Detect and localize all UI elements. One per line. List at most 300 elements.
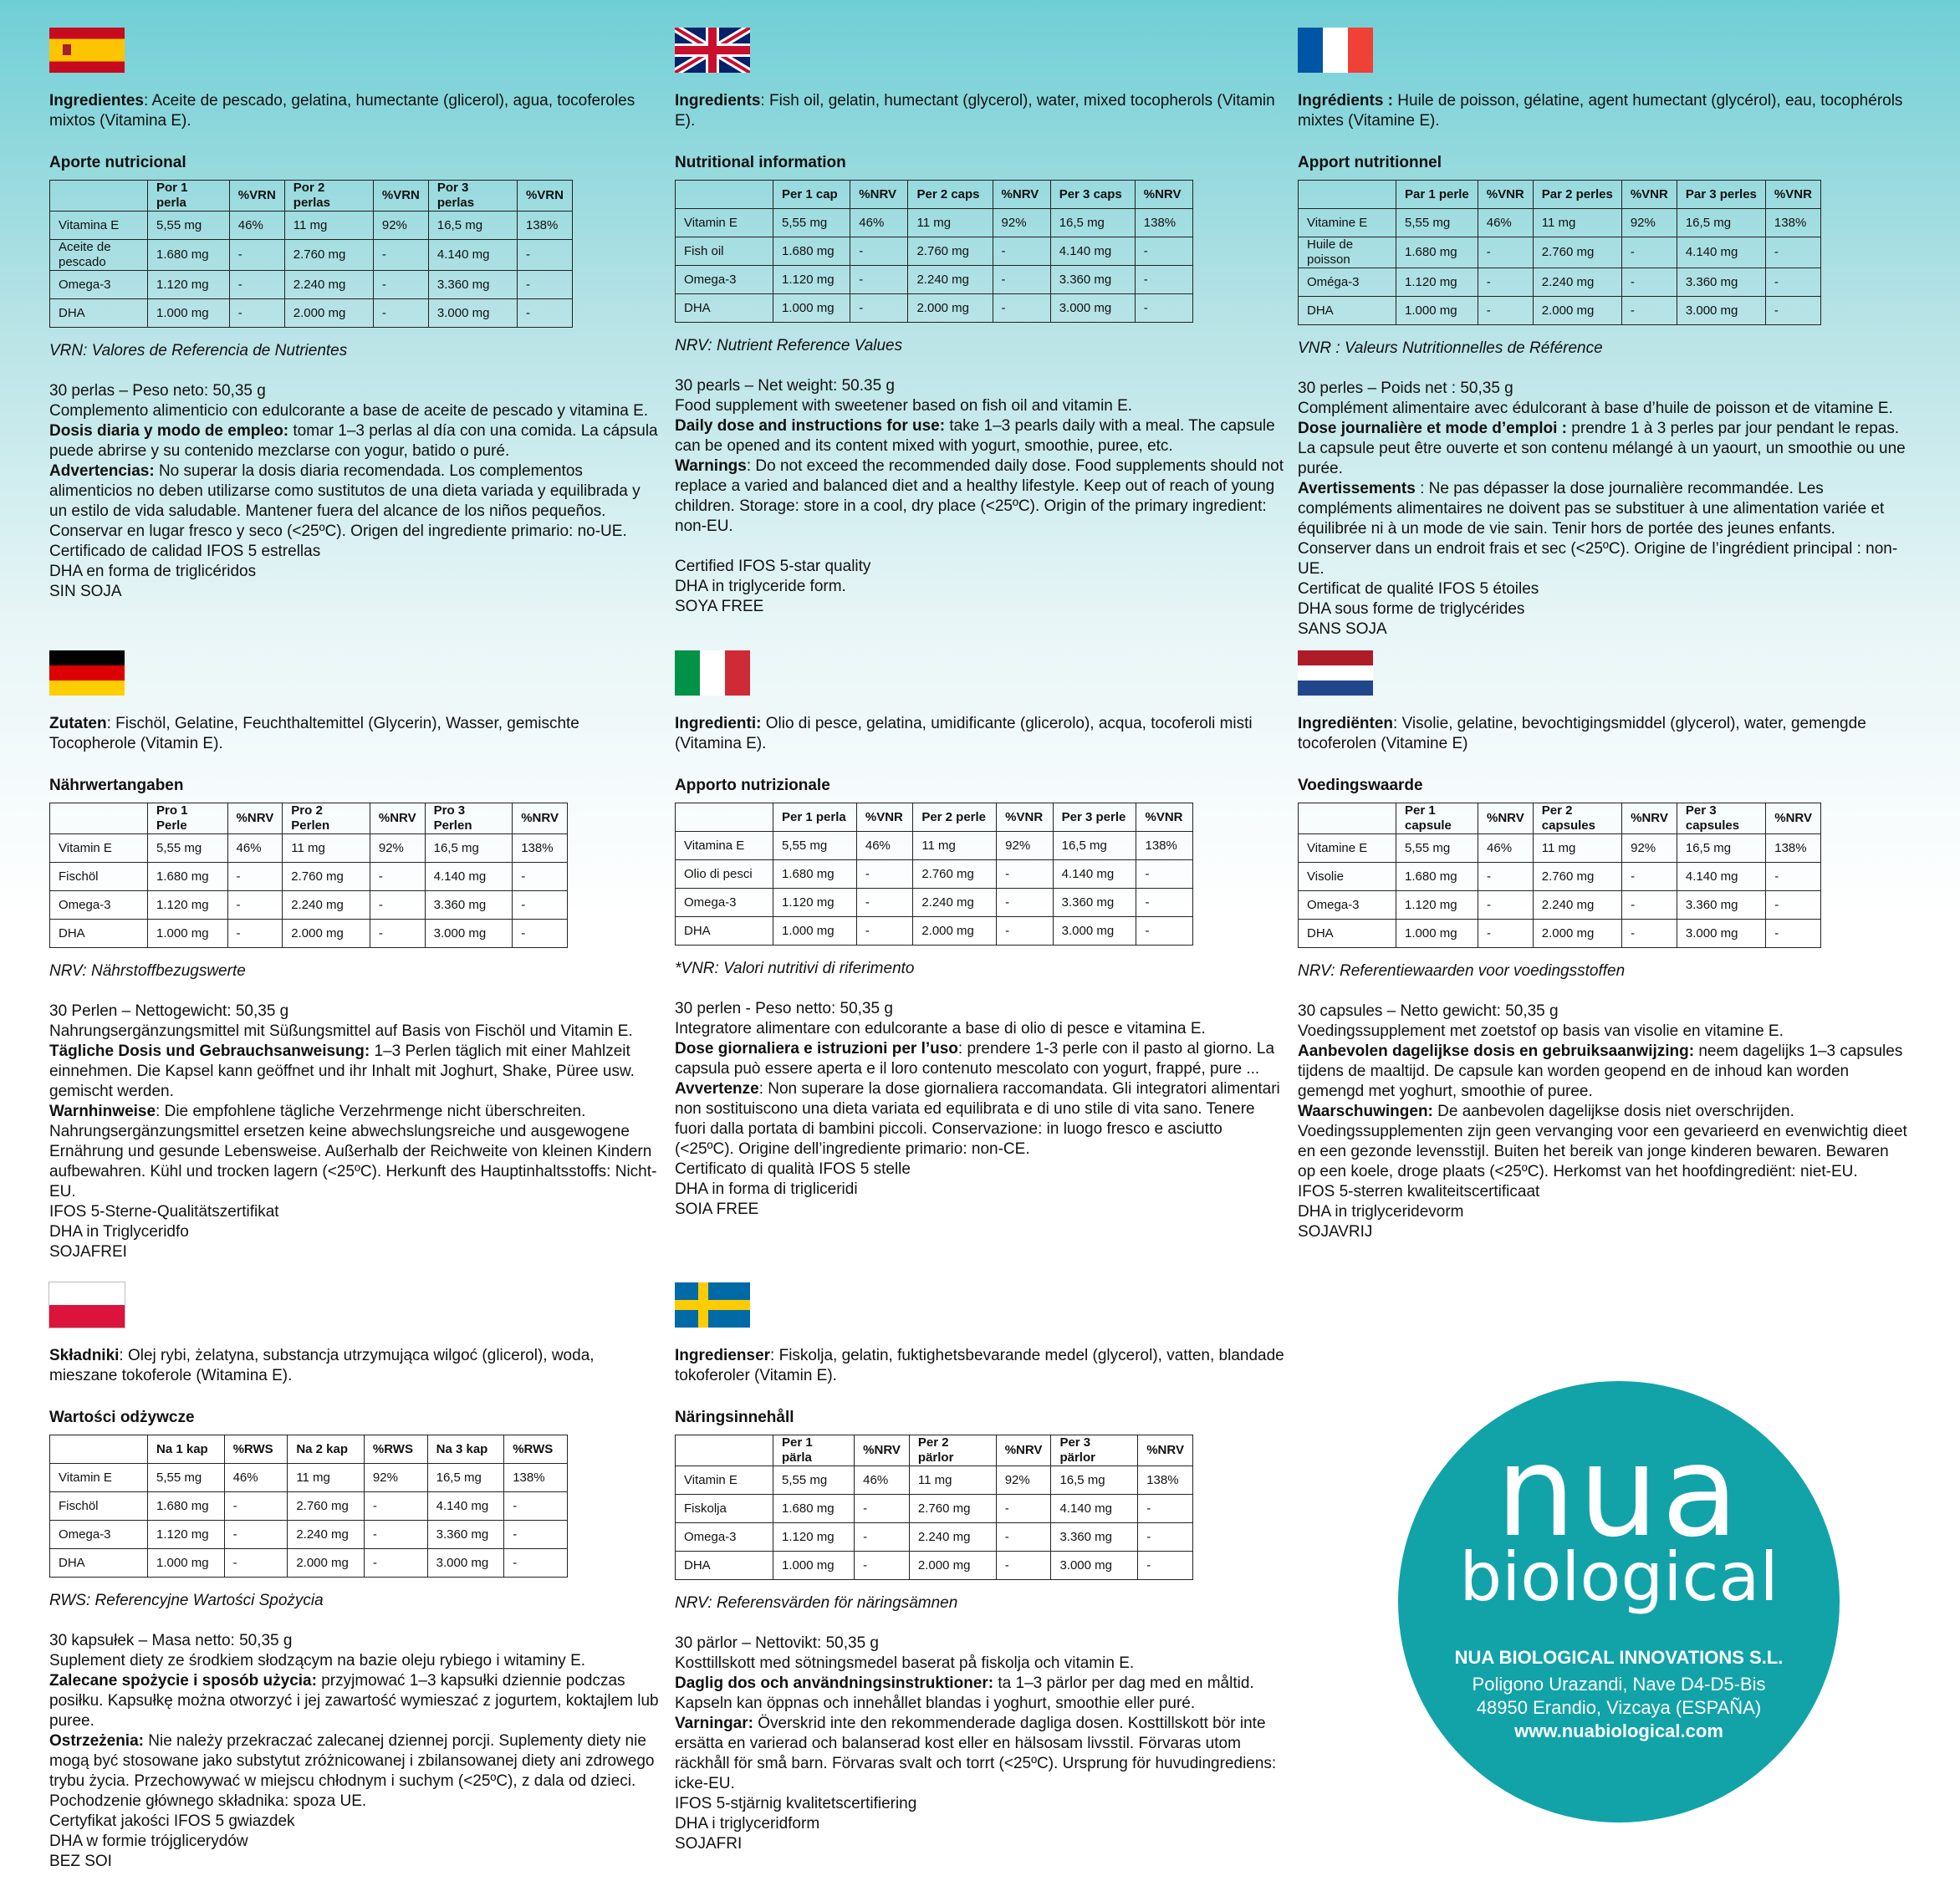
table-cell: 2.240 mg: [1533, 891, 1621, 920]
description-line-text: Food supplement with sweetener based on fish oil and vitamin E.: [675, 397, 1133, 415]
table-cell: -: [513, 920, 568, 948]
description-line-text: 1–3 Perlen täglich mit einer Mahlzeit einnehmen. Die Kapsel kann geöffnet und ihr Inhalt mit Joghurt, Shake, Püree usw. gemischt werden.: [49, 1042, 635, 1100]
nutrition-title: Wartości odżywcze: [49, 1409, 195, 1426]
table-header-cell: Pro 1 Perle: [148, 803, 228, 834]
table-row: [676, 860, 1193, 889]
table-row-label: Fish oil: [676, 237, 773, 266]
table-cell: 2.240 mg: [288, 1521, 365, 1549]
table-row: [50, 920, 568, 948]
table-cell: 138%: [1138, 1466, 1193, 1495]
table-cell: 5,55 mg: [148, 834, 228, 863]
table-header-row: [676, 1435, 1193, 1466]
table-header-cell: %NRV: [996, 1435, 1051, 1466]
table-cell: 16,5 mg: [1677, 834, 1765, 863]
table-row-label: Omega-3: [50, 891, 148, 920]
table-row: [676, 917, 1193, 946]
table-cell: 1.120 mg: [148, 271, 230, 299]
table-cell: 16,5 mg: [427, 1464, 504, 1492]
table-row: [50, 834, 568, 863]
reference-values-note: NRV: Referentiewaarden voor voedingsstoffen: [1298, 962, 1626, 980]
description-line-text: SOJAFRI: [675, 1835, 743, 1853]
description-line: [675, 456, 1285, 537]
description-line: [49, 1671, 660, 1731]
table-cell: 3.000 mg: [427, 1549, 504, 1578]
table-cell: -: [993, 237, 1050, 266]
description-line: [49, 1651, 660, 1671]
table-header-cell: Per 2 pärlor: [909, 1435, 996, 1466]
table-cell: 3.000 mg: [1051, 1552, 1138, 1580]
table-cell: 1.000 mg: [773, 294, 850, 323]
description-line-heading: Aanbevolen dagelijkse dosis en gebruiksaanwijzing:: [1298, 1042, 1695, 1060]
table-row-label: Omega-3: [50, 271, 148, 299]
table-header-row: [50, 181, 573, 212]
table-header-cell: %NRV: [1138, 1435, 1193, 1466]
language-panel-nl: [1298, 650, 1908, 1242]
table-cell: -: [1622, 920, 1677, 948]
table-header-cell: %VRN: [373, 181, 428, 212]
company-name: NUA BIOLOGICAL INNOVATIONS S.L.: [1454, 1647, 1784, 1668]
table-header-row: [50, 803, 568, 834]
table-cell: 16,5 mg: [425, 834, 513, 863]
table-row: [1299, 834, 1821, 863]
ingredients-text: [1298, 714, 1908, 754]
description-line-text: SOIA FREE: [675, 1200, 759, 1218]
reference-values-note: RWS: Referencyjne Wartości Spożycia: [49, 1592, 324, 1609]
company-address-line1: Poligono Urazandi, Nave D4-D5-Bis: [1472, 1674, 1766, 1695]
description-line: [49, 582, 660, 602]
table-cell: 2.000 mg: [908, 294, 993, 323]
table-cell: 16,5 mg: [428, 212, 517, 240]
ingredients-list: : Fish oil, gelatin, humectant (glycerol), water, mixed tocopherols (Vitamin E).: [675, 92, 1275, 130]
description-line-text: przyjmować 1–3 kapsułki dziennie podczas posiłku. Kapsułkę można otworzyć i jej zawartość wymieszać z jogurtem, koktajlem lub puree.: [49, 1672, 659, 1730]
description-line-text: 30 pearls – Net weight: 50.35 g: [675, 377, 896, 395]
table-cell: -: [1478, 237, 1533, 268]
description-line: [1298, 1002, 1908, 1022]
description-line: [675, 577, 1285, 597]
table-cell: -: [993, 294, 1050, 323]
flag-spain-icon: [49, 28, 125, 73]
table-row: [50, 891, 568, 920]
table-row: [676, 1466, 1193, 1495]
nutrition-title: Näringsinnehåll: [675, 1409, 794, 1426]
table-row: [676, 889, 1193, 917]
ingredients-label: Ingredients: [675, 92, 761, 110]
description-line-text: BEZ SOI: [49, 1853, 112, 1870]
table-cell: -: [1621, 237, 1677, 268]
description-line: [49, 1812, 660, 1832]
table-header-cell: %VNR: [1765, 181, 1820, 209]
table-cell: 5,55 mg: [1396, 209, 1478, 237]
table-header-cell: %NRV: [850, 181, 908, 209]
table-row-label: Vitamine E: [1299, 834, 1396, 863]
table-header-cell: %NRV: [370, 803, 425, 834]
table-cell: -: [224, 1549, 288, 1578]
table-cell: -: [1621, 297, 1677, 325]
flag-italy-icon: [675, 650, 750, 696]
table-row: [50, 212, 573, 240]
table-cell: -: [850, 266, 908, 294]
table-cell: 138%: [517, 212, 572, 240]
description-line-text: Voedingssupplement met zoetstof op basis van visolie en vitamine E.: [1298, 1022, 1784, 1040]
table-cell: 138%: [1135, 209, 1192, 237]
table-row: [1299, 268, 1821, 297]
description-line: [49, 401, 660, 421]
table-header-cell: %VRN: [517, 181, 572, 212]
description-line-text: Nie należy przekraczać zalecanej dziennej porcji. Suplementy diety nie mogą być stosowane jako substytut zróżnicowanej i zbilansowanej diety ani zdrowego trybu życia. Przechowywać w miejscu chłodnym i suchym (<25ºC), z dala od dzieci.: [49, 1732, 655, 1790]
table-cell: 3.360 mg: [428, 271, 517, 299]
nutrition-title: Nährwertangaben: [49, 777, 184, 794]
description-line-heading: Dose giornaliera e istruzioni per l’uso: [675, 1040, 958, 1058]
table-row: [676, 294, 1193, 323]
reference-values-note: NRV: Nährstoffbezugswerte: [49, 962, 246, 980]
description-line: [1298, 419, 1908, 479]
table-cell: -: [229, 240, 284, 271]
table-header-row: [676, 181, 1193, 209]
description-line: [49, 1631, 660, 1651]
table-row-label: DHA: [1299, 297, 1396, 325]
language-panel-it: [675, 650, 1285, 1220]
table-cell: -: [1766, 891, 1821, 920]
table-cell: 2.760 mg: [1533, 863, 1621, 891]
ingredients-text: [49, 714, 660, 754]
table-cell: 4.140 mg: [1050, 237, 1135, 266]
table-cell: 3.360 mg: [1051, 1523, 1138, 1552]
table-cell: -: [850, 237, 908, 266]
table-row: [1299, 891, 1821, 920]
table-cell: 1.680 mg: [1396, 237, 1478, 268]
table-row: [50, 1464, 568, 1492]
description-line-text: Pochodzenie głównego składnika: spoza UE.: [49, 1792, 367, 1810]
nutrition-table: [675, 1435, 1193, 1580]
description-line: [675, 1160, 1285, 1180]
table-cell: 1.120 mg: [773, 889, 857, 917]
description-line: [675, 537, 1285, 557]
language-panel-de: [49, 650, 660, 1262]
nutrition-table: [675, 180, 1193, 323]
table-cell: 16,5 mg: [1051, 1466, 1138, 1495]
table-cell: 5,55 mg: [148, 1464, 225, 1492]
nutrition-title: Apport nutritionnel: [1298, 154, 1442, 171]
table-header-cell: Na 3 kap: [427, 1435, 504, 1464]
table-row-label: Fiskolja: [676, 1495, 773, 1523]
table-row-label: Vitamin E: [50, 1464, 148, 1492]
description-line: [49, 381, 660, 401]
ingredients-text: [49, 91, 660, 131]
table-header-cell: %NRV: [993, 181, 1050, 209]
table-row: [676, 832, 1193, 860]
description-line-text: 30 perlas – Peso neto: 50,35 g: [49, 382, 266, 400]
nutrition-table: [1298, 180, 1821, 325]
table-row-label: Aceite de pescado: [50, 240, 148, 271]
description-line-text: Integratore alimentare con edulcorante a base di olio di pesce e vitamina E.: [675, 1020, 1206, 1037]
description-line: [675, 597, 1285, 617]
table-row-label: Huile de poisson: [1299, 237, 1396, 268]
ingredients-label: Ingredientes: [49, 92, 144, 110]
description-line-heading: Daglig dos och användningsinstruktioner:: [675, 1675, 994, 1692]
product-description: [49, 1002, 660, 1262]
table-cell: 4.140 mg: [1677, 863, 1765, 891]
ingredients-list: : Olej rybi, żelatyna, substancja utrzymująca wilgoć (glicerol), woda, mieszane tokoferole (Witamina E).: [49, 1347, 595, 1384]
table-cell: -: [370, 863, 425, 891]
table-cell: 11 mg: [283, 834, 370, 863]
table-cell: 2.760 mg: [913, 860, 997, 889]
description-line: [49, 562, 660, 582]
description-line: [675, 1654, 1285, 1674]
table-cell: -: [513, 891, 568, 920]
flag-poland-icon: [49, 1282, 125, 1328]
description-line-heading: Dose journalière et mode d’emploi :: [1298, 420, 1568, 437]
description-line-text: Kosttillskott med sötningsmedel baserat på fiskolja och vitamin E.: [675, 1654, 1135, 1672]
table-header-cell: Per 2 perle: [913, 803, 997, 832]
table-cell: -: [1478, 891, 1534, 920]
table-header-row: [1299, 803, 1821, 834]
table-cell: 1.680 mg: [773, 860, 857, 889]
table-cell: 92%: [1622, 834, 1677, 863]
table-cell: 1.000 mg: [148, 299, 230, 328]
table-cell: 11 mg: [913, 832, 997, 860]
ingredients-list: : Fischöl, Gelatine, Feuchthaltemittel (Glycerin), Wasser, gemischte Tocopherole (Vitamin E).: [49, 715, 579, 752]
table-cell: 2.240 mg: [913, 889, 997, 917]
table-cell: 46%: [227, 834, 283, 863]
table-cell: 4.140 mg: [425, 863, 513, 891]
table-cell: -: [229, 299, 284, 328]
description-line-text: 30 kapsułek – Masa netto: 50,35 g: [49, 1632, 293, 1649]
description-line: [675, 557, 1285, 577]
table-header-cell: [50, 181, 148, 212]
description-line-heading: Warnings: [675, 457, 747, 475]
description-line-heading: Advertencias:: [49, 462, 155, 480]
table-cell: 46%: [850, 209, 908, 237]
brand-logo-subtitle: biological: [1459, 1538, 1779, 1616]
description-line: [675, 1200, 1285, 1220]
description-line-text: : Non superare la dose giornaliera raccomandata. Gli integratori alimentari non sostituiscono una dieta variata ed equilibrata e di uno stile di vita sano. Tenere fuori dalla portata di bambini piccoli. Conservazione: in luogo fresco e asciutto (<25ºC). Origine dell’ingrediente primario: non-CE.: [675, 1080, 1280, 1158]
table-cell: 11 mg: [909, 1466, 996, 1495]
table-cell: 1.680 mg: [148, 240, 230, 271]
ingredients-list: : Aceite de pescado, gelatina, humectante (glicerol), agua, tocoferoles mixtos (Vitamina E).: [49, 92, 635, 130]
description-line-heading: Avertissements: [1298, 480, 1416, 497]
nutrition-table: [49, 1435, 568, 1578]
table-cell: 11 mg: [1533, 209, 1621, 237]
table-row: [1299, 237, 1821, 268]
description-line: [49, 1792, 660, 1812]
ingredients-text: [675, 1346, 1285, 1386]
table-cell: 5,55 mg: [1396, 834, 1478, 863]
table-header-cell: Par 1 perle: [1396, 181, 1478, 209]
table-header-cell: %VNR: [1478, 181, 1533, 209]
table-cell: 5,55 mg: [773, 832, 857, 860]
table-cell: 4.140 mg: [1053, 860, 1136, 889]
table-row-label: Fischöl: [50, 863, 148, 891]
table-cell: -: [996, 1495, 1051, 1523]
table-cell: 1.000 mg: [1396, 297, 1478, 325]
description-line: [49, 1852, 660, 1872]
table-cell: 2.760 mg: [1533, 237, 1621, 268]
description-line: [1298, 379, 1908, 399]
table-cell: -: [855, 1495, 910, 1523]
table-cell: 2.760 mg: [288, 1492, 365, 1521]
table-cell: 92%: [373, 212, 428, 240]
table-row-label: Vitamina E: [676, 832, 773, 860]
table-cell: 1.680 mg: [148, 863, 228, 891]
description-line: [49, 1731, 660, 1792]
table-header-cell: Pro 3 Perlen: [425, 803, 513, 834]
table-row-label: Oméga-3: [1299, 268, 1396, 297]
ingredients-list: Huile de poisson, gélatine, agent humectant (glycérol), eau, tocophérols mixtes (Vitamine E).: [1298, 92, 1903, 130]
table-header-cell: [50, 1435, 148, 1464]
ingredients-text: [675, 714, 1285, 754]
description-line-text: tomar 1–3 perlas al día con una comida. La cápsula puede abrirse y su contenido mezclarse con yogur, batido o puré.: [49, 422, 658, 460]
table-cell: 2.760 mg: [284, 240, 373, 271]
description-line: [49, 421, 660, 461]
table-header-cell: [676, 803, 773, 832]
table-cell: 1.000 mg: [148, 1549, 225, 1578]
table-cell: -: [224, 1521, 288, 1549]
table-cell: -: [373, 299, 428, 328]
table-cell: 16,5 mg: [1053, 832, 1136, 860]
table-cell: -: [1478, 863, 1534, 891]
description-line-text: : Die empfohlene tägliche Verzehrmenge nicht überschreiten. Nahrungsergänzungsmittel ersetzen keine abwechslungsreiche und ausgewogene Ernährung und gesunde Lebensweise. Außerhalb der Reichweite von kleinen Kindern aufbewahren. Kühl und trocken lagern (<25ºC). Herkunft des Hauptinhaltsstoffs: Nicht-EU.: [49, 1103, 657, 1200]
description-line-text: neem dagelijks 1–3 capsules tijdens de maaltijd. De capsule kan worden geopend en de inhoud kan worden gemengd met yoghurt, smoothie of puree.: [1298, 1042, 1903, 1100]
table-cell: -: [517, 271, 572, 299]
table-cell: -: [1136, 889, 1193, 917]
ingredients-label: Składniki: [49, 1347, 120, 1364]
table-cell: 2.240 mg: [909, 1523, 996, 1552]
table-cell: 2.000 mg: [913, 917, 997, 946]
ingredients-label: Ingrédients :: [1298, 92, 1394, 110]
description-line-heading: Varningar:: [675, 1715, 753, 1732]
table-row: [676, 1495, 1193, 1523]
table-cell: -: [1765, 297, 1820, 325]
table-row: [676, 1523, 1193, 1552]
description-line-text: DHA in triglyceride form.: [675, 578, 846, 595]
table-row: [50, 1492, 568, 1521]
table-header-cell: %RWS: [224, 1435, 288, 1464]
description-line-text: SOJAFREI: [49, 1243, 127, 1261]
description-line-text: 30 perles – Poids net : 50,35 g: [1298, 380, 1513, 397]
table-cell: -: [855, 1523, 910, 1552]
description-line-text: 30 perlen - Peso netto: 50,35 g: [675, 1000, 893, 1017]
table-cell: 1.120 mg: [148, 891, 228, 920]
description-line-heading: Warnhinweise: [49, 1103, 156, 1120]
table-header-cell: %NRV: [1478, 803, 1534, 834]
table-cell: 46%: [1478, 209, 1533, 237]
table-cell: -: [856, 860, 912, 889]
table-row: [50, 240, 573, 271]
description-line-text: Nahrungsergänzungsmittel mit Süßungsmittel auf Basis von Fischöl und Vitamin E.: [49, 1022, 633, 1040]
table-cell: 2.000 mg: [1533, 920, 1621, 948]
table-row: [1299, 209, 1821, 237]
table-cell: -: [504, 1521, 568, 1549]
table-cell: 3.000 mg: [425, 920, 513, 948]
description-line-text: DHA i triglyceridform: [675, 1815, 820, 1833]
description-line-text: Certificato di qualità IFOS 5 stelle: [675, 1160, 911, 1178]
table-cell: -: [1622, 891, 1677, 920]
table-header-cell: Per 1 perla: [773, 803, 857, 832]
table-cell: 46%: [1478, 834, 1534, 863]
nutrition-title: Nutritional information: [675, 154, 846, 171]
product-description: [675, 999, 1285, 1220]
table-cell: 1.680 mg: [148, 1492, 225, 1521]
description-line-text: ta 1–3 pärlor per dag med en måltid. Kapseln kan öppnas och innehållet blandas i yoghurt, smoothie eller puré.: [675, 1675, 1254, 1712]
table-cell: 2.240 mg: [284, 271, 373, 299]
description-line-text: DHA en forma de triglicéridos: [49, 563, 257, 580]
description-line-text: De aanbevolen dagelijkse dosis niet overschrijden. Voedingssupplementen zijn geen vervanging voor een gevarieerd en evenwichtig dieet en een gezonde levensstijl. Buiten het bereik van jonge kinderen bewaren. Bewaren op een koele, droge plaats (<25ºC). Herkomst van het hoofdingrediënt: niet-EU.: [1298, 1103, 1907, 1180]
table-cell: 92%: [993, 209, 1050, 237]
nutrition-title: Aporte nutricional: [49, 154, 186, 171]
table-header-cell: %NRV: [513, 803, 568, 834]
table-cell: 138%: [1136, 832, 1193, 860]
reference-values-note: NRV: Referensvärden för näringsämnen: [675, 1594, 958, 1612]
table-cell: -: [1478, 920, 1534, 948]
table-header-row: [50, 1435, 568, 1464]
description-line-text: Certificat de qualité IFOS 5 étoiles: [1298, 580, 1539, 598]
table-cell: 92%: [996, 1466, 1051, 1495]
table-cell: -: [370, 920, 425, 948]
company-address-line2: 48950 Erandio, Vizcaya (ESPAÑA): [1476, 1697, 1762, 1718]
table-cell: 46%: [224, 1464, 288, 1492]
table-cell: 1.000 mg: [1396, 920, 1478, 948]
table-cell: -: [997, 860, 1053, 889]
ingredients-text: [1298, 91, 1908, 131]
description-line: [675, 999, 1285, 1019]
table-header-cell: %NRV: [855, 1435, 910, 1466]
table-cell: -: [1766, 920, 1821, 948]
table-cell: -: [997, 917, 1053, 946]
table-cell: 92%: [1621, 209, 1677, 237]
description-line: [675, 376, 1285, 396]
table-cell: -: [997, 889, 1053, 917]
table-cell: -: [1478, 297, 1533, 325]
table-cell: -: [227, 863, 283, 891]
description-line-text: DHA in forma di trigliceridi: [675, 1180, 858, 1198]
description-line-text: SIN SOJA: [49, 583, 122, 600]
description-line: [675, 1634, 1285, 1654]
table-cell: 138%: [504, 1464, 568, 1492]
table-header-cell: [676, 1435, 773, 1466]
ingredients-list: : Fiskolja, gelatin, fuktighetsbevarande medel (glycerol), vatten, blandade tokoferoler (Vitamin E).: [675, 1347, 1284, 1384]
table-cell: 3.000 mg: [1053, 917, 1136, 946]
table-header-cell: Per 1 cap: [773, 181, 850, 209]
table-header-cell: %NRV: [1135, 181, 1192, 209]
table-row-label: Vitamina E: [50, 212, 148, 240]
table-header-cell: %VNR: [997, 803, 1053, 832]
description-line-text: 30 pärlor – Nettovikt: 50,35 g: [675, 1634, 879, 1652]
table-cell: 11 mg: [284, 212, 373, 240]
description-line-text: IFOS 5-Sterne-Qualitätszertifikat: [49, 1203, 279, 1221]
table-cell: 1.120 mg: [773, 1523, 855, 1552]
language-panel-fr: [1298, 28, 1908, 640]
table-row: [676, 266, 1193, 294]
table-cell: 11 mg: [1533, 834, 1621, 863]
language-panel-pl: [49, 1282, 660, 1872]
table-header-cell: Por 2 perlas: [284, 181, 373, 212]
table-cell: 3.000 mg: [1050, 294, 1135, 323]
nutrition-title: Voedingswaarde: [1298, 777, 1423, 794]
table-cell: 2.760 mg: [909, 1495, 996, 1523]
table-cell: -: [517, 299, 572, 328]
description-line-text: SOJAVRIJ: [1298, 1223, 1373, 1241]
table-cell: 2.000 mg: [283, 920, 370, 948]
table-row-label: DHA: [676, 294, 773, 323]
description-line-heading: Tägliche Dosis und Gebrauchsanweisung:: [49, 1042, 370, 1060]
table-cell: 2.000 mg: [1533, 297, 1621, 325]
table-cell: -: [227, 920, 283, 948]
table-cell: 1.680 mg: [1396, 863, 1478, 891]
table-header-cell: Per 1 pärla: [773, 1435, 855, 1466]
table-cell: 138%: [513, 834, 568, 863]
table-cell: 3.360 mg: [427, 1521, 504, 1549]
table-cell: 2.240 mg: [1533, 268, 1621, 297]
